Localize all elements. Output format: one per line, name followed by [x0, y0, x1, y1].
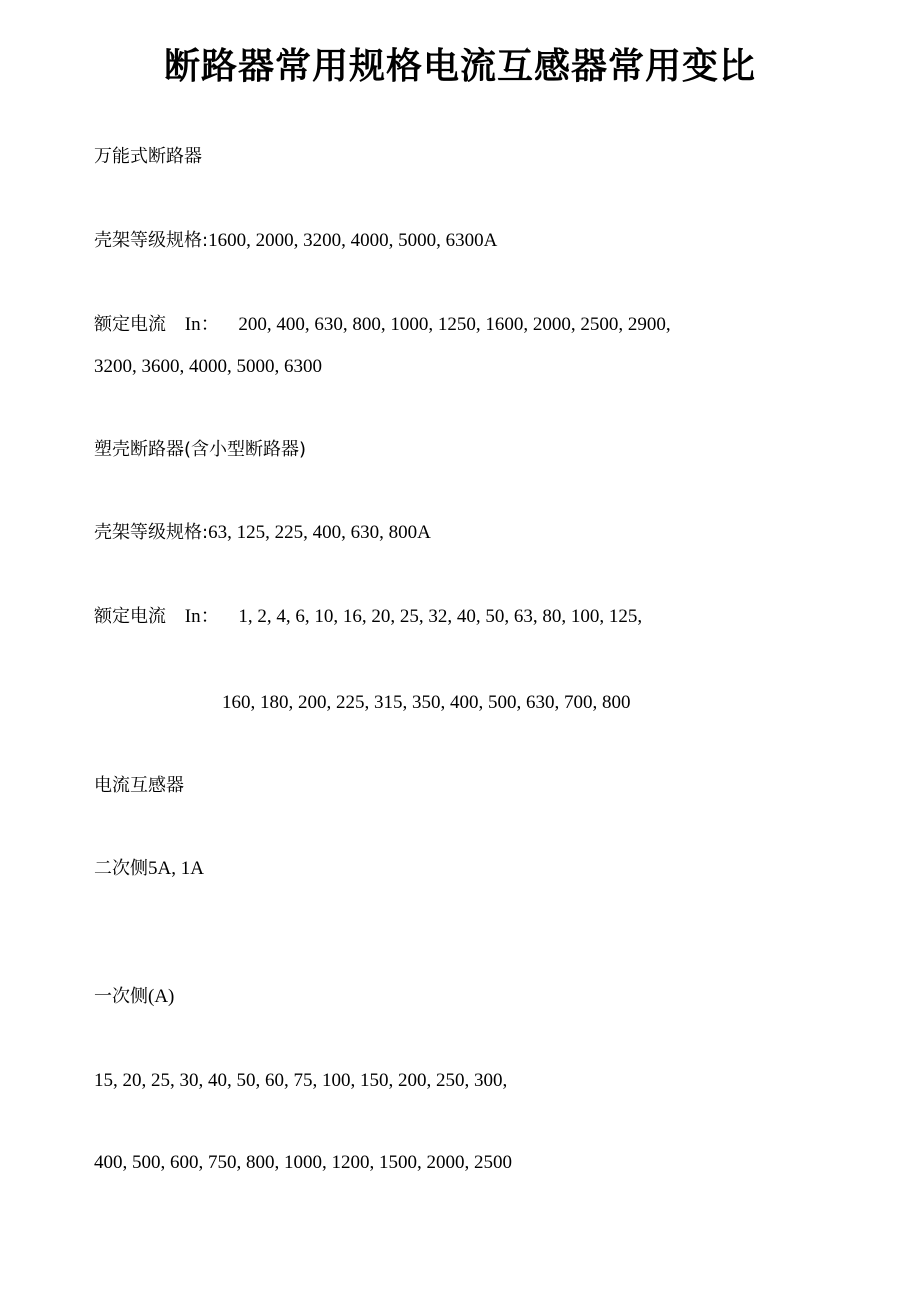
ct-heading: 电流互感器: [94, 775, 184, 796]
acb-rated-values-line2: 3200, 3600, 4000, 5000, 6300: [94, 356, 322, 377]
acb-rated-row: [94, 313, 671, 337]
ct-primary-label: 一次侧: [94, 986, 148, 1007]
ct-secondary-label: 二次侧: [94, 858, 148, 879]
acb-rated-in: In：: [184, 314, 220, 335]
ct-primary-values-line1: 15, 20, 25, 30, 40, 50, 60, 75, 100, 150, 200, 250, 300,: [94, 1070, 508, 1091]
mccb-rated-row: [94, 605, 642, 629]
acb-frame-label: 壳架等级规格:: [94, 230, 209, 251]
ct-secondary-row: [94, 857, 204, 881]
ct-primary-values-line2: 400, 500, 600, 750, 800, 1000, 1200, 1500, 2000, 2500: [94, 1152, 512, 1173]
ct-primary-unit: (A): [148, 986, 175, 1007]
mccb-frame-row: [94, 521, 431, 545]
mccb-rated-in: In：: [184, 606, 220, 627]
acb-heading: 万能式断路器: [94, 146, 202, 167]
acb-frame-row: [94, 229, 497, 253]
mccb-heading: 塑壳断路器(含小型断路器): [94, 439, 307, 460]
mccb-rated-values-line2: 160, 180, 200, 225, 315, 350, 400, 500, 630, 700, 800: [222, 692, 631, 713]
mccb-rated-values-line1: 1, 2, 4, 6, 10, 16, 20, 25, 32, 40, 50, 63, 80, 100, 125,: [238, 606, 643, 627]
ct-primary-row: [94, 985, 174, 1009]
acb-rated-values-line1: 200, 400, 630, 800, 1000, 1250, 1600, 2000, 2500, 2900,: [238, 314, 671, 335]
acb-frame-values: 1600, 2000, 3200, 4000, 5000, 6300A: [208, 230, 498, 251]
ct-secondary-values: 5A, 1A: [148, 858, 204, 879]
mccb-frame-values: 63, 125, 225, 400, 630, 800A: [208, 522, 431, 543]
acb-rated-label: 额定电流: [94, 314, 166, 335]
mccb-rated-label: 额定电流: [94, 606, 166, 627]
page-title: 断路器常用规格电流互感器常用变比: [163, 46, 756, 87]
mccb-frame-label: 壳架等级规格:: [94, 522, 209, 543]
